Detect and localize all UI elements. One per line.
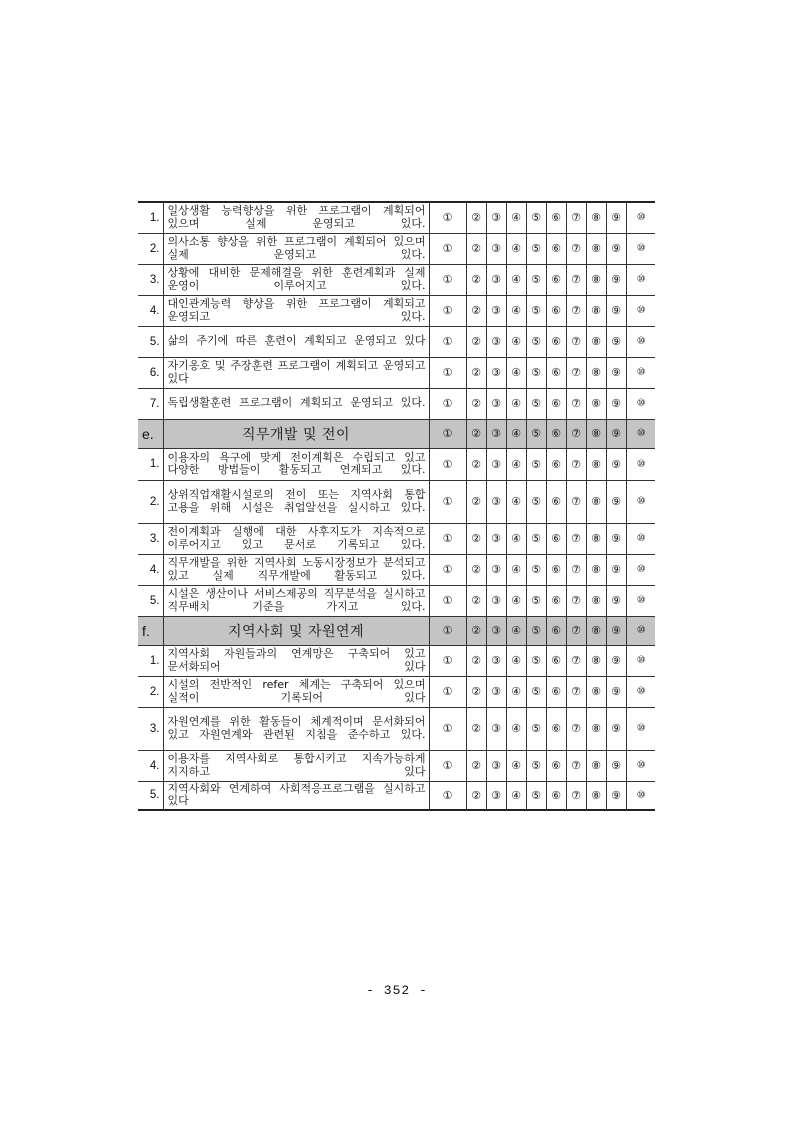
item-text: 일상생활 능력향상을 위한 프로그램이 계획되어 있으며 실제 운영되고 있다. [163,202,429,233]
rating-option-3[interactable]: ③ [486,585,506,616]
rating-option-9[interactable]: ⑨ [606,202,626,233]
rating-option-5[interactable]: ⑤ [526,523,546,554]
rating-option-7[interactable]: ⑦ [566,264,586,295]
rating-option-1[interactable]: ① [429,523,466,554]
rating-option-1[interactable]: ① [429,233,466,264]
item-text: 삶의 주기에 따른 훈련이 계획되고 운영되고 있다 [163,326,429,357]
rating-option-2[interactable]: ② [466,750,486,781]
rating-option-6[interactable]: ⑥ [546,295,566,326]
rating-option-7[interactable]: ⑦ [566,480,586,523]
item-number: 2. [138,676,163,707]
rating-option-9[interactable]: ⑨ [606,448,626,480]
table-row [138,357,655,388]
rating-option-5[interactable]: ⑤ [526,233,546,264]
table-row [138,480,655,523]
rating-option-3[interactable]: ③ [486,707,506,750]
rating-option-8[interactable]: ⑧ [586,326,606,357]
rating-option-4[interactable]: ④ [506,264,526,295]
item-number: 1. [138,448,163,480]
rating-option-4[interactable]: ④ [506,750,526,781]
item-number: 3. [138,707,163,750]
rating-option-1[interactable]: ① [429,295,466,326]
rating-option-5[interactable]: ⑤ [526,202,546,233]
table-row [138,750,655,781]
rating-option-2[interactable]: ② [466,448,486,480]
rating-option-7[interactable]: ⑦ [566,448,586,480]
item-text: 의사소통 향상을 위한 프로그램이 계획되어 있으며 실제 운영되고 있다. [163,233,429,264]
rating-option-7[interactable]: ⑦ [566,585,586,616]
rating-option-10[interactable]: ⑩ [626,554,655,585]
item-number: 3. [138,523,163,554]
section-header-row [138,616,655,645]
rating-option-6[interactable]: ⑥ [546,781,566,810]
rating-option-5[interactable]: ⑤ [526,264,546,295]
rating-option-7[interactable]: ⑦ [566,750,586,781]
rating-option-7[interactable]: ⑦ [566,233,586,264]
rating-option-1[interactable]: ① [429,388,466,419]
item-number: 4. [138,750,163,781]
rating-option-3[interactable]: ③ [486,388,506,419]
item-text: 자기옹호 및 주장훈련 프로그램이 계획되고 운영되고 있다 [163,357,429,388]
rating-option-6[interactable]: ⑥ [546,707,566,750]
rating-option-6[interactable]: ⑥ [546,264,566,295]
rating-option-8[interactable]: ⑧ [586,781,606,810]
rating-option-9[interactable]: ⑨ [606,554,626,585]
rating-option-4[interactable]: ④ [506,202,526,233]
rating-option-7[interactable]: ⑦ [566,388,586,419]
rating-option-3[interactable]: ③ [486,357,506,388]
rating-option-10[interactable]: ⑩ [626,781,655,810]
rating-option-9[interactable]: ⑨ [606,645,626,676]
rating-option-8[interactable]: ⑧ [586,233,606,264]
table-row [138,523,655,554]
item-text: 이용자를 지역사회로 통합시키고 지속가능하게 지지하고 있다 [163,750,429,781]
rating-option-9: ⑨ [606,419,626,448]
item-text: 대인관계능력 향상을 위한 프로그램이 계획되고 운영되고 있다. [163,295,429,326]
rating-option-5[interactable]: ⑤ [526,326,546,357]
rating-option-8[interactable]: ⑧ [586,448,606,480]
rating-option-9[interactable]: ⑨ [606,523,626,554]
rating-option-7[interactable]: ⑦ [566,645,586,676]
rating-option-2[interactable]: ② [466,585,486,616]
rating-option-4[interactable]: ④ [506,585,526,616]
rating-option-2[interactable]: ② [466,645,486,676]
rating-option-8[interactable]: ⑧ [586,585,606,616]
rating-option-4[interactable]: ④ [506,781,526,810]
rating-option-7[interactable]: ⑦ [566,781,586,810]
rating-option-1[interactable]: ① [429,326,466,357]
rating-option-3[interactable]: ③ [486,264,506,295]
rating-option-3[interactable]: ③ [486,750,506,781]
item-number: 1. [138,645,163,676]
rating-option-9[interactable]: ⑨ [606,676,626,707]
rating-option-10[interactable]: ⑩ [626,480,655,523]
rating-option-10[interactable]: ⑩ [626,202,655,233]
rating-option-2[interactable]: ② [466,295,486,326]
rating-option-1: ① [429,616,466,645]
rating-option-10: ⑩ [626,616,655,645]
rating-option-4[interactable]: ④ [506,523,526,554]
rating-option-1: ① [429,419,466,448]
rating-option-9[interactable]: ⑨ [606,781,626,810]
rating-option-9[interactable]: ⑨ [606,480,626,523]
rating-option-8: ⑧ [586,616,606,645]
rating-option-3[interactable]: ③ [486,202,506,233]
rating-option-4[interactable]: ④ [506,707,526,750]
rating-option-6[interactable]: ⑥ [546,523,566,554]
section-title: 지역사회 및 자원연계 [163,616,429,645]
rating-option-3[interactable]: ③ [486,554,506,585]
rating-option-3[interactable]: ③ [486,448,506,480]
rating-option-4[interactable]: ④ [506,554,526,585]
table-row [138,554,655,585]
rating-option-5: ⑤ [526,616,546,645]
rating-option-1[interactable]: ① [429,676,466,707]
rating-option-5[interactable]: ⑤ [526,781,546,810]
rating-option-7[interactable]: ⑦ [566,357,586,388]
rating-option-9[interactable]: ⑨ [606,357,626,388]
rating-option-5[interactable]: ⑤ [526,448,546,480]
rating-option-9[interactable]: ⑨ [606,388,626,419]
rating-option-5[interactable]: ⑤ [526,707,546,750]
rating-option-10[interactable]: ⑩ [626,676,655,707]
rating-option-2[interactable]: ② [466,480,486,523]
rating-option-10[interactable]: ⑩ [626,448,655,480]
rating-option-10[interactable]: ⑩ [626,264,655,295]
rating-option-9[interactable]: ⑨ [606,326,626,357]
rating-option-5[interactable]: ⑤ [526,676,546,707]
rating-option-10[interactable]: ⑩ [626,750,655,781]
rating-option-2[interactable]: ② [466,202,486,233]
rating-option-2[interactable]: ② [466,357,486,388]
section-letter: e. [138,419,163,448]
rating-option-8: ⑧ [586,419,606,448]
rating-option-8[interactable]: ⑧ [586,645,606,676]
rating-option-7: ⑦ [566,616,586,645]
rating-option-8[interactable]: ⑧ [586,523,606,554]
rating-option-10[interactable]: ⑩ [626,357,655,388]
rating-option-8[interactable]: ⑧ [586,750,606,781]
rating-option-8[interactable]: ⑧ [586,554,606,585]
rating-option-1[interactable]: ① [429,264,466,295]
item-number: 4. [138,554,163,585]
item-text: 독립생활훈련 프로그램이 계획되고 운영되고 있다. [163,388,429,419]
rating-option-2[interactable]: ② [466,326,486,357]
rating-option-5[interactable]: ⑤ [526,388,546,419]
rating-option-6: ⑥ [546,616,566,645]
table-row [138,707,655,750]
rating-option-10: ⑩ [626,419,655,448]
rating-option-1[interactable]: ① [429,750,466,781]
rating-option-10[interactable]: ⑩ [626,645,655,676]
rating-option-2[interactable]: ② [466,554,486,585]
rating-option-8[interactable]: ⑧ [586,357,606,388]
rating-option-3[interactable]: ③ [486,326,506,357]
rating-option-8[interactable]: ⑧ [586,480,606,523]
rating-option-5[interactable]: ⑤ [526,554,546,585]
table-row [138,585,655,616]
rating-option-7[interactable]: ⑦ [566,523,586,554]
rating-option-2[interactable]: ② [466,388,486,419]
rating-option-1[interactable]: ① [429,707,466,750]
item-number: 2. [138,480,163,523]
item-number: 5. [138,781,163,810]
rating-option-4[interactable]: ④ [506,233,526,264]
rating-option-6[interactable]: ⑥ [546,585,566,616]
rating-option-5[interactable]: ⑤ [526,357,546,388]
rating-option-7[interactable]: ⑦ [566,202,586,233]
rating-option-10[interactable]: ⑩ [626,523,655,554]
rating-option-6[interactable]: ⑥ [546,676,566,707]
rating-option-4[interactable]: ④ [506,326,526,357]
item-text: 시설의 전반적인 refer 체계는 구축되어 있으며 실적이 기록되어 있다 [163,676,429,707]
item-text: 직무개발을 위한 지역사회 노동시장정보가 분석되고 있고 실제 직무개발에 활동되고 있다. [163,554,429,585]
rating-option-8[interactable]: ⑧ [586,202,606,233]
rating-option-10[interactable]: ⑩ [626,326,655,357]
rating-option-5[interactable]: ⑤ [526,295,546,326]
rating-option-6[interactable]: ⑥ [546,388,566,419]
rating-option-3[interactable]: ③ [486,676,506,707]
rating-option-3: ③ [486,616,506,645]
rating-option-4[interactable]: ④ [506,645,526,676]
table-row [138,326,655,357]
rating-option-5[interactable]: ⑤ [526,645,546,676]
section-letter: f. [138,616,163,645]
rating-option-4[interactable]: ④ [506,676,526,707]
rating-option-8[interactable]: ⑧ [586,388,606,419]
item-text: 자원연계를 위한 활동들이 체계적이며 문서화되어 있고 자원연계와 관련된 지침을 준수하고 있다. [163,707,429,750]
rating-option-9: ⑨ [606,616,626,645]
rating-option-1[interactable]: ① [429,645,466,676]
rating-option-6[interactable]: ⑥ [546,645,566,676]
item-number: 1. [138,202,163,233]
rating-option-2[interactable]: ② [466,676,486,707]
rating-option-7[interactable]: ⑦ [566,676,586,707]
table-row [138,448,655,480]
rating-option-9[interactable]: ⑨ [606,750,626,781]
rating-option-3[interactable]: ③ [486,233,506,264]
rating-option-1[interactable]: ① [429,480,466,523]
rating-option-6[interactable]: ⑥ [546,357,566,388]
rating-option-2[interactable]: ② [466,707,486,750]
rating-option-10[interactable]: ⑩ [626,585,655,616]
item-text: 상위직업재활시설로의 전이 또는 지역사회 통합 고용을 위해 시설은 취업알선을 실시하고 있다. [163,480,429,523]
table-row [138,676,655,707]
rating-option-2[interactable]: ② [466,233,486,264]
rating-option-3[interactable]: ③ [486,645,506,676]
rating-option-8[interactable]: ⑧ [586,707,606,750]
section-header-row [138,419,655,448]
item-text: 지역사회 자원들과의 연계망은 구축되어 있고 문서화되어 있다 [163,645,429,676]
rating-option-9[interactable]: ⑨ [606,264,626,295]
rating-option-3[interactable]: ③ [486,781,506,810]
rating-option-10[interactable]: ⑩ [626,707,655,750]
survey-table-body [138,202,655,810]
rating-option-1[interactable]: ① [429,781,466,810]
table-row [138,645,655,676]
table-row [138,202,655,233]
rating-option-2[interactable]: ② [466,781,486,810]
rating-option-9[interactable]: ⑨ [606,585,626,616]
table-row [138,295,655,326]
rating-option-7: ⑦ [566,419,586,448]
rating-option-4[interactable]: ④ [506,448,526,480]
rating-option-7[interactable]: ⑦ [566,295,586,326]
rating-option-3[interactable]: ③ [486,480,506,523]
rating-option-2: ② [466,419,486,448]
rating-option-8[interactable]: ⑧ [586,264,606,295]
rating-option-8[interactable]: ⑧ [586,676,606,707]
rating-option-2: ② [466,616,486,645]
rating-option-4[interactable]: ④ [506,295,526,326]
rating-option-9[interactable]: ⑨ [606,295,626,326]
rating-option-1[interactable]: ① [429,202,466,233]
rating-option-6[interactable]: ⑥ [546,480,566,523]
page-number: - 352 - [366,983,428,998]
rating-option-4[interactable]: ④ [506,388,526,419]
rating-option-6[interactable]: ⑥ [546,554,566,585]
rating-option-2[interactable]: ② [466,523,486,554]
item-number: 5. [138,585,163,616]
rating-option-8[interactable]: ⑧ [586,295,606,326]
item-text: 전이계획과 실행에 대한 사후지도가 지속적으로 이루어지고 있고 문서로 기록되고 있다. [163,523,429,554]
item-number: 7. [138,388,163,419]
rating-option-4[interactable]: ④ [506,357,526,388]
rating-option-6[interactable]: ⑥ [546,233,566,264]
rating-option-1[interactable]: ① [429,554,466,585]
rating-option-6[interactable]: ⑥ [546,448,566,480]
rating-option-10[interactable]: ⑩ [626,388,655,419]
rating-option-4: ④ [506,419,526,448]
item-text: 지역사회와 연계하여 사회적응프로그램을 실시하고 있다 [163,781,429,810]
section-title: 직무개발 및 전이 [163,419,429,448]
table-row [138,388,655,419]
rating-option-6: ⑥ [546,419,566,448]
item-text: 시설은 생산이나 서비스제공의 직무분석을 실시하고 직무배치 기준을 가지고 있다. [163,585,429,616]
table-row [138,781,655,810]
rating-option-3[interactable]: ③ [486,295,506,326]
rating-option-3[interactable]: ③ [486,523,506,554]
rating-option-2[interactable]: ② [466,264,486,295]
rating-option-9[interactable]: ⑨ [606,707,626,750]
item-number: 5. [138,326,163,357]
item-number: 6. [138,357,163,388]
item-number: 4. [138,295,163,326]
item-text: 이용자의 욕구에 맞게 전이계획은 수립되고 있고 다양한 방법들이 활동되고 연계되고 있다. [163,448,429,480]
rating-option-7[interactable]: ⑦ [566,326,586,357]
table-row [138,264,655,295]
rating-option-6[interactable]: ⑥ [546,750,566,781]
rating-option-1[interactable]: ① [429,585,466,616]
item-number: 3. [138,264,163,295]
survey-table [138,201,655,811]
rating-option-10[interactable]: ⑩ [626,295,655,326]
rating-option-3: ③ [486,419,506,448]
rating-option-4: ④ [506,616,526,645]
rating-option-1[interactable]: ① [429,357,466,388]
rating-option-5[interactable]: ⑤ [526,585,546,616]
rating-option-5[interactable]: ⑤ [526,750,546,781]
rating-option-10[interactable]: ⑩ [626,233,655,264]
rating-option-5[interactable]: ⑤ [526,480,546,523]
rating-option-6[interactable]: ⑥ [546,326,566,357]
rating-option-6[interactable]: ⑥ [546,202,566,233]
item-number: 2. [138,233,163,264]
rating-option-7[interactable]: ⑦ [566,707,586,750]
rating-option-5: ⑤ [526,419,546,448]
rating-option-7[interactable]: ⑦ [566,554,586,585]
rating-option-1[interactable]: ① [429,448,466,480]
table-row [138,233,655,264]
rating-option-9[interactable]: ⑨ [606,233,626,264]
item-text: 상황에 대비한 문제해결을 위한 훈련계획과 실제 운영이 이루어지고 있다. [163,264,429,295]
rating-option-4[interactable]: ④ [506,480,526,523]
